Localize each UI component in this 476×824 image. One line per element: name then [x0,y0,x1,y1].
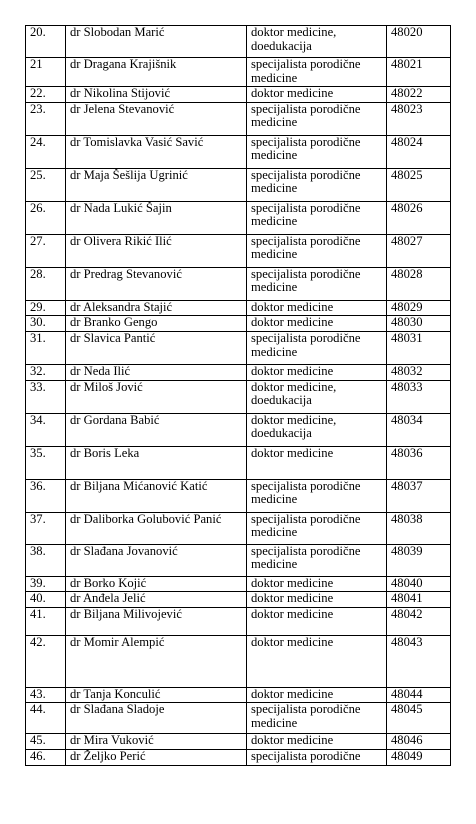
table-row [26,380,451,413]
row-number: 35. [26,446,66,479]
doctor-name: dr Nada Lukić Šajin [66,201,247,234]
doctor-name: dr Mira Vuković [66,734,247,750]
doctor-code: 48027 [387,234,451,267]
doctor-name: dr Anđela Jelić [66,592,247,608]
table-row [26,576,451,592]
doctor-name: dr Miloš Jović [66,380,247,413]
row-number: 29. [26,300,66,316]
doctor-code: 48028 [387,267,451,300]
table-row [26,26,451,58]
doctor-title: specijalista porodične medicine [247,58,387,87]
row-number: 37. [26,512,66,544]
doctor-code: 48039 [387,544,451,576]
doctor-name: dr Dragana Krajišnik [66,58,247,87]
doctor-code: 48042 [387,607,451,635]
doctor-code: 48045 [387,703,451,734]
row-number: 25. [26,168,66,201]
row-number: 22. [26,87,66,103]
doctor-title: doktor medicine [247,734,387,750]
doctor-name: dr Predrag Stevanović [66,267,247,300]
row-number: 23. [26,102,66,135]
doctor-code: 48041 [387,592,451,608]
doctor-code: 48031 [387,331,451,364]
row-number: 36. [26,479,66,512]
row-number: 42. [26,635,66,687]
table-row [26,331,451,364]
doctor-name: dr Tanja Konculić [66,687,247,703]
doctor-title: doktor medicine [247,364,387,380]
doctor-title: doktor medicine [247,592,387,608]
table-row [26,446,451,479]
doctor-code: 48021 [387,58,451,87]
doctor-title: doktor medicine [247,87,387,103]
doctor-title: specijalista porodične medicine [247,512,387,544]
table-row [26,479,451,512]
doctor-title: specijalista porodične medicine [247,479,387,512]
doctor-title: doktor medicine [247,446,387,479]
doctor-name: dr Boris Leka [66,446,247,479]
doctor-name: dr Slavica Pantić [66,331,247,364]
doctor-name: dr Branko Gengo [66,316,247,332]
table-row [26,592,451,608]
doctor-title: doktor medicine [247,576,387,592]
doctor-code: 48024 [387,135,451,168]
row-number: 31. [26,331,66,364]
table-row [26,168,451,201]
doctor-name: dr Željko Perić [66,749,247,765]
row-number: 41. [26,607,66,635]
doctor-code: 48022 [387,87,451,103]
doctor-title: specijalista porodične medicine [247,135,387,168]
doctor-code: 48049 [387,749,451,765]
doctor-title: specijalista porodične medicine [247,168,387,201]
doctor-name: dr Aleksandra Stajić [66,300,247,316]
row-number: 30. [26,316,66,332]
table-row [26,607,451,635]
table-row [26,635,451,687]
row-number: 39. [26,576,66,592]
table-row [26,703,451,734]
doctor-title: specijalista porodične medicine [247,703,387,734]
row-number: 45. [26,734,66,750]
doctor-code: 48043 [387,635,451,687]
table-row [26,734,451,750]
row-number: 43. [26,687,66,703]
doctor-title: specijalista porodične medicine [247,234,387,267]
doctor-name: dr Jelena Stevanović [66,102,247,135]
doctor-code: 48032 [387,364,451,380]
doctors-table [25,25,451,766]
doctor-name: dr Maja Šešlija Ugrinić [66,168,247,201]
doctor-title: doktor medicine [247,607,387,635]
row-number: 46. [26,749,66,765]
table-row [26,234,451,267]
table-row [26,102,451,135]
table-row [26,267,451,300]
doctor-name: dr Slobodan Marić [66,26,247,58]
table-row [26,87,451,103]
doctor-title: specijalista porodične medicine [247,102,387,135]
row-number: 32. [26,364,66,380]
table-row [26,687,451,703]
doctor-code: 48026 [387,201,451,234]
doctor-title: doktor medicine, doedukacija [247,26,387,58]
doctor-code: 48036 [387,446,451,479]
doctor-title: specijalista porodične [247,749,387,765]
doctor-name: dr Biljana Mićanović Katić [66,479,247,512]
doctor-code: 48030 [387,316,451,332]
table-row [26,300,451,316]
doctor-title: doktor medicine [247,687,387,703]
table-body [26,26,451,766]
row-number: 34. [26,413,66,446]
row-number: 24. [26,135,66,168]
row-number: 20. [26,26,66,58]
row-number: 38. [26,544,66,576]
doctor-title: doktor medicine [247,316,387,332]
table-row [26,413,451,446]
doctor-code: 48038 [387,512,451,544]
doctor-code: 48034 [387,413,451,446]
doctor-code: 48029 [387,300,451,316]
doctor-title: specijalista porodične medicine [247,544,387,576]
table-row [26,749,451,765]
doctor-name: dr Momir Alempić [66,635,247,687]
doctor-name: dr Tomislavka Vasić Savić [66,135,247,168]
table-row [26,135,451,168]
doctor-title: doktor medicine [247,300,387,316]
row-number: 27. [26,234,66,267]
doctor-name: dr Olivera Rikić Ilić [66,234,247,267]
doctor-title: specijalista porodične medicine [247,201,387,234]
doctor-code: 48040 [387,576,451,592]
doctor-code: 48044 [387,687,451,703]
doctor-name: dr Daliborka Golubović Panić [66,512,247,544]
doctor-title: specijalista porodične medicine [247,331,387,364]
row-number: 40. [26,592,66,608]
table-row [26,544,451,576]
table-row [26,364,451,380]
doctor-title: specijalista porodične medicine [247,267,387,300]
doctor-name: dr Slađana Jovanović [66,544,247,576]
doctor-code: 48025 [387,168,451,201]
doctor-code: 48020 [387,26,451,58]
row-number: 21 [26,58,66,87]
doctor-code: 48023 [387,102,451,135]
row-number: 28. [26,267,66,300]
table-row [26,316,451,332]
doctor-title: doktor medicine, doedukacija [247,380,387,413]
table-row [26,201,451,234]
doctor-code: 48033 [387,380,451,413]
row-number: 26. [26,201,66,234]
table-row [26,58,451,87]
doctor-title: doktor medicine [247,635,387,687]
doctor-name: dr Gordana Babić [66,413,247,446]
doctor-code: 48046 [387,734,451,750]
doctor-name: dr Neda Ilić [66,364,247,380]
doctor-code: 48037 [387,479,451,512]
doctor-name: dr Biljana Milivojević [66,607,247,635]
row-number: 44. [26,703,66,734]
doctor-title: doktor medicine, doedukacija [247,413,387,446]
doctor-name: dr Borko Kojić [66,576,247,592]
table-row [26,512,451,544]
doctor-name: dr Slađana Sladoje [66,703,247,734]
doctor-name: dr Nikolina Stijović [66,87,247,103]
row-number: 33. [26,380,66,413]
